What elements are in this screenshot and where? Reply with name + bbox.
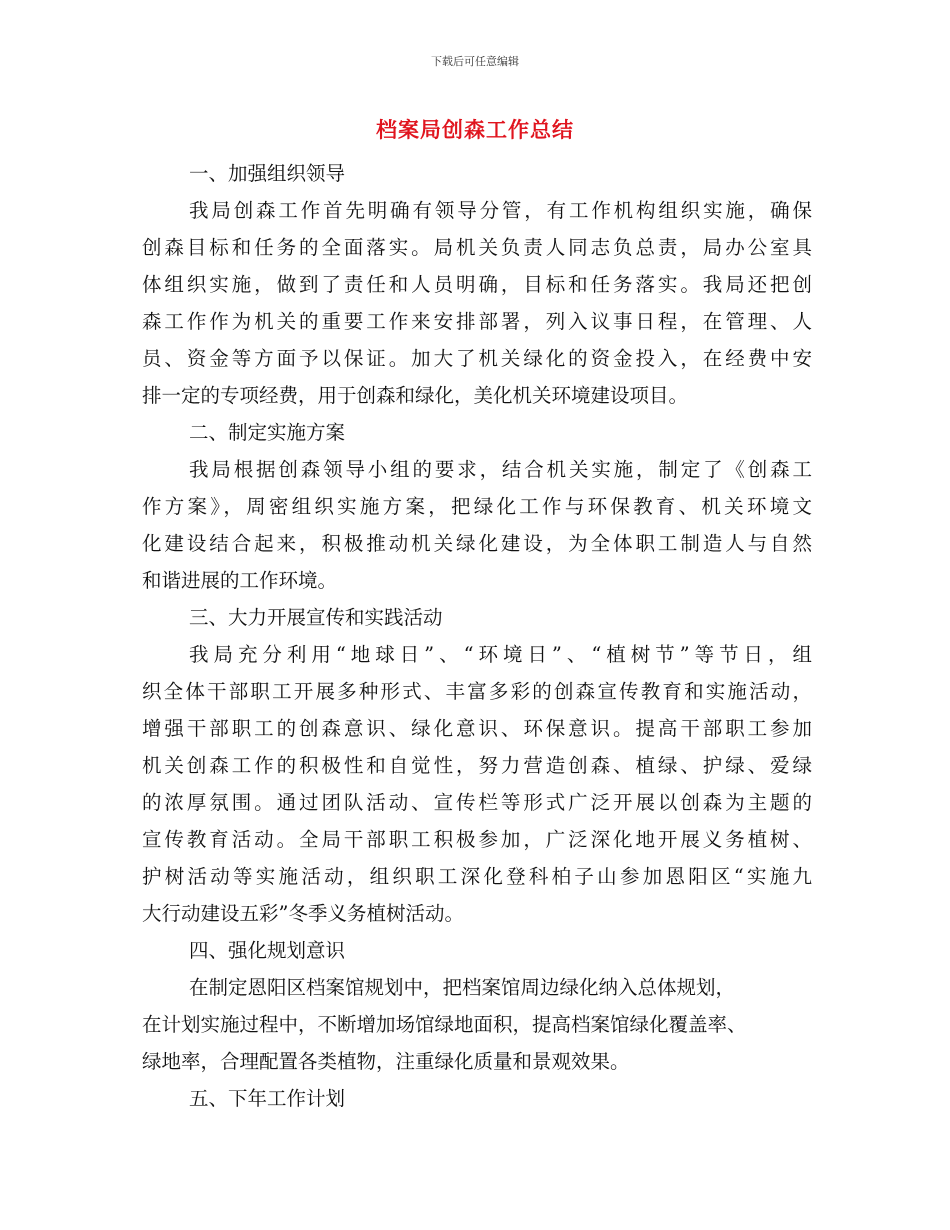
- paragraph-line: 我局创森工作首先明确有领导分管，有工作机构组织实施，确保: [189, 199, 812, 222]
- paragraph-line: 在计划实施过程中，不断增加场馆绿地面积，提高档案馆绿化覆盖率、: [142, 1013, 747, 1036]
- paragraph-line: 化建设结合起来，积极推动机关绿化建设，为全体职工制造人与自然: [142, 532, 812, 555]
- paragraph-line: 织全体干部职工开展多种形式、丰富多彩的创森宣传教育和实施活动，: [142, 680, 812, 703]
- paragraph-line: 大行动建设五彩”冬季义务植树活动。: [142, 902, 464, 925]
- paragraph-line: 作方案》，周密组织实施方案，把绿化工作与环保教育、机关环境文: [142, 495, 812, 518]
- paragraph-line: 机关创森工作的积极性和自觉性，努力营造创森、植绿、护绿、爱绿: [142, 754, 812, 777]
- paragraph-line: 森工作作为机关的重要工作来安排部署，列入议事日程，在管理、人: [142, 310, 812, 333]
- header-note: 下载后可任意编辑: [431, 55, 519, 68]
- paragraph-line: 排一定的专项经费，用于创森和绿化，美化机关环境建设项目。: [142, 384, 689, 407]
- paragraph-line: 我局根据创森领导小组的要求，结合机关实施，制定了《创森工: [189, 458, 812, 481]
- section-heading: 三、大力开展宣传和实践活动: [189, 606, 443, 629]
- section-heading: 四、强化规划意识: [189, 939, 346, 962]
- paragraph-line: 创森目标和任务的全面落实。局机关负责人同志负总责，局办公室具: [142, 236, 812, 259]
- document-title: 档案局创森工作总结: [376, 117, 574, 142]
- paragraph-line: 绿地率，合理配置各类植物，注重绿化质量和景观效果。: [142, 1050, 630, 1073]
- paragraph-line: 我局充分利用“地球日”、“环境日”、“植树节”等节日，组: [189, 643, 812, 666]
- paragraph-line: 宣传教育活动。全局干部职工积极参加，广泛深化地开展义务植树、: [142, 828, 812, 851]
- section-heading: 二、制定实施方案: [189, 421, 346, 444]
- document-body: [142, 155, 812, 1117]
- paragraph-line: 和谐进展的工作环境。: [142, 569, 338, 592]
- paragraph-line: 体组织实施，做到了责任和人员明确，目标和任务落实。我局还把创: [142, 273, 812, 296]
- section-heading: 一、加强组织领导: [189, 162, 346, 185]
- section-heading: 五、下年工作计划: [189, 1087, 346, 1110]
- paragraph-line: 增强干部职工的创森意识、绿化意识、环保意识。提高干部职工参加: [142, 717, 812, 740]
- paragraph-line: 护树活动等实施活动，组织职工深化登科柏子山参加恩阳区“实施九: [142, 865, 812, 888]
- paragraph-line: 在制定恩阳区档案馆规划中，把档案馆周边绿化纳入总体规划，: [189, 976, 736, 999]
- paragraph-line: 的浓厚氛围。通过团队活动、宣传栏等形式广泛开展以创森为主题的: [142, 791, 812, 814]
- paragraph-line: 员、资金等方面予以保证。加大了机关绿化的资金投入，在经费中安: [142, 347, 812, 370]
